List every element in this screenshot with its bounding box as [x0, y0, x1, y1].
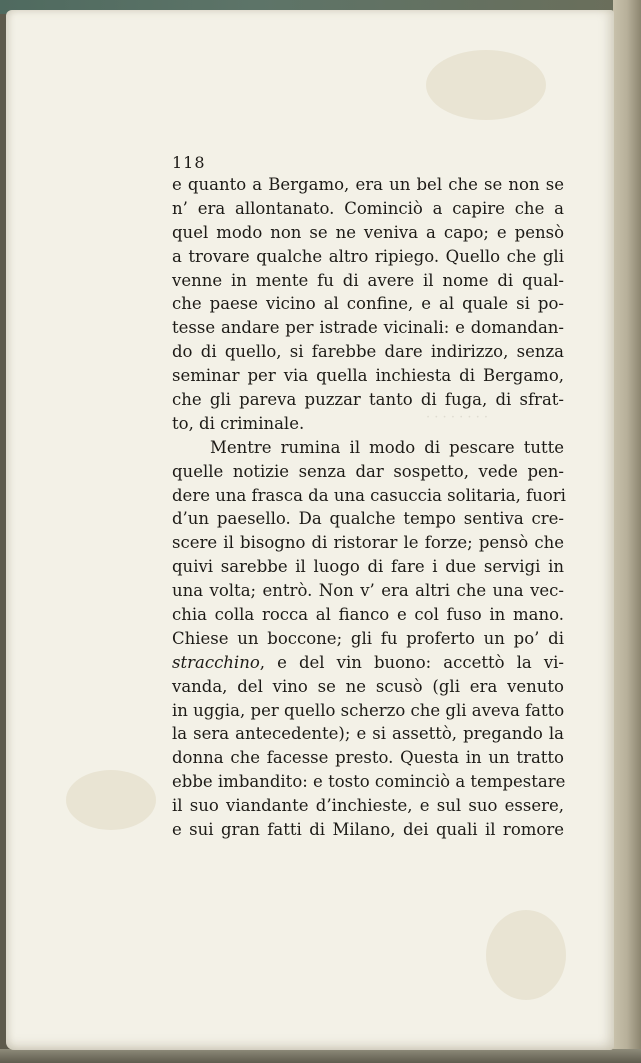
text-line: seminar per via quella inchiesta di Bergamo, [172, 366, 564, 386]
text-line: n’ era allontanato. Cominciò a capire che a [172, 198, 564, 218]
text-line: to, di criminale. [172, 413, 305, 433]
paper-stain [486, 910, 566, 1000]
text-line: quel modo non se ne veniva a capo; e pensò [172, 222, 564, 242]
text-line: tesse andare per istrade vicinali: e domandan- [172, 318, 564, 338]
text-line: donna che facesse presto. Questa in un tratto [172, 748, 564, 768]
book-page [6, 10, 614, 1050]
text-line: Mentre rumina il modo di pescare tutte [210, 437, 564, 457]
text-line: che paese vicino al confine, e al quale si po- [172, 294, 564, 314]
text-line: il suo viandante d’inchieste, e sul suo essere, [172, 796, 564, 816]
paper-stain [426, 50, 546, 120]
text-line: venne in mente fu di avere il nome di qual- [172, 270, 564, 290]
text-line: la sera antecedente); e si assettò, pregando la [172, 724, 564, 744]
text-line: e quanto a Bergamo, era un bel che se non se [172, 175, 564, 194]
text-line: in uggia, per quello scherzo che gli aveva fatto [172, 700, 565, 720]
text-line [172, 651, 564, 675]
text-line: d’un paesello. Da qualche tempo sentiva cre- [172, 509, 564, 529]
page-text [172, 150, 564, 842]
text-line: do di quello, si farebbe dare indirizzo, senza [172, 342, 564, 362]
text-lines [172, 173, 564, 842]
text-line: ebbe imbandito: e tosto cominciò a tempestare [172, 772, 566, 792]
text-line: chia colla rocca al fianco e col fuso in mano. [172, 605, 564, 625]
text-line: quelle notizie senza dar sospetto, vede pen- [172, 461, 564, 481]
text-line: e sui gran fatti di Milano, dei quali il romore [172, 820, 564, 840]
text-line: a trovare qualche altro ripiego. Quello che gli [172, 246, 564, 266]
text-line: Chiese un boccone; gli fu proferto un po’ di [172, 628, 564, 648]
show-through-text: · · · · · · · · [426, 410, 488, 425]
text-run: , e del vin buono: accettò la vi- [259, 652, 564, 672]
book-page-edges [613, 0, 641, 1063]
text-line: dere una frasca da una casuccia solitaria, fuori [172, 485, 566, 505]
page-number: 118 [172, 153, 206, 172]
paper-stain [66, 770, 156, 830]
book-cover-edge-bottom [0, 1049, 641, 1063]
text-line: che gli pareva puzzar tanto di fuga, di sfrat- [172, 390, 564, 410]
text-line: una volta; entrò. Non v’ era altri che una vec- [172, 581, 564, 601]
text-line: scere il bisogno di ristorar le forze; pensò che [172, 533, 564, 553]
italic-word: stracchino [172, 652, 260, 672]
text-line: vanda, del vino se ne scusò (gli era venuto [172, 676, 564, 696]
text-line: quivi sarebbe il luogo di fare i due servigi in [172, 557, 564, 577]
